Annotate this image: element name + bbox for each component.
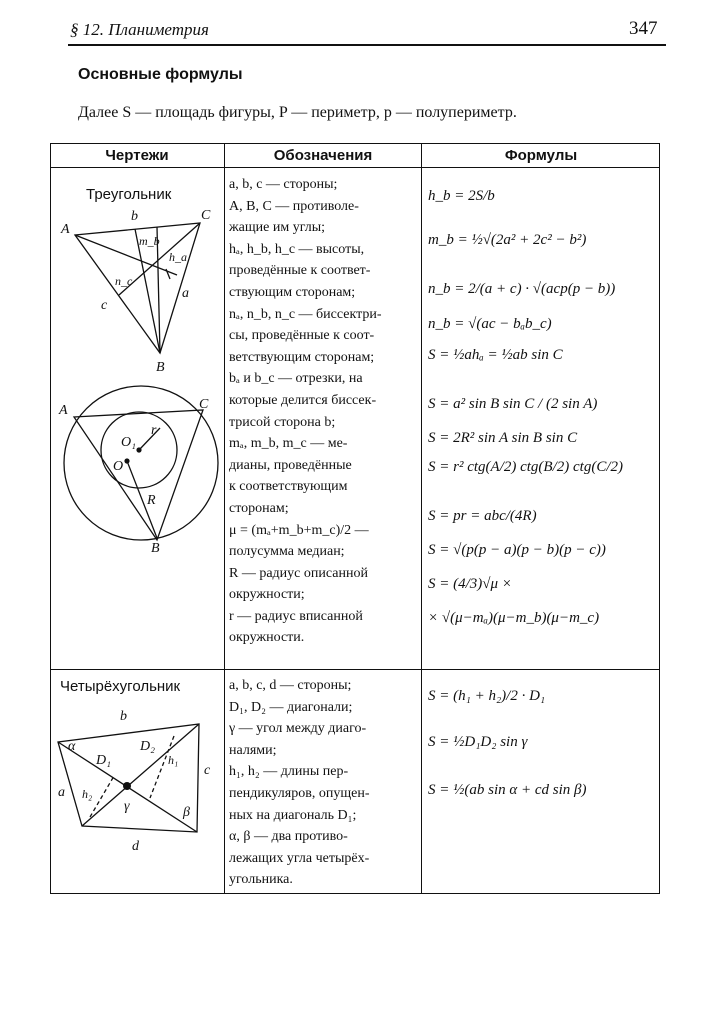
triangle-label-c: c [101, 298, 108, 313]
quad-label-gamma: γ [124, 799, 130, 814]
note-line: nₐ, n_b, n_c — биссектри- [229, 306, 382, 322]
running-header: § 12. Планиметрия [70, 20, 209, 39]
quadrilateral-diagram [54, 700, 224, 860]
diagonal-intersection [123, 782, 131, 790]
note-line: пендикуляров, опущен- [229, 785, 370, 801]
note-line: μ = (mₐ+m_b+m_c)/2 — [229, 522, 369, 538]
formula-mb: m_b = ½√(2a² + 2c² − b²) [428, 232, 587, 248]
note-line: дианы, проведённые [229, 457, 352, 473]
formula-hb: h_b = 2S/b [428, 188, 495, 204]
note-line: проведённые к соответ- [229, 263, 371, 279]
triangle-label-nc: n_c [115, 274, 133, 288]
formula-area-circumradius: S = 2R² sin A sin B sin C [428, 430, 578, 446]
note-line: R — радиус описанной [229, 565, 368, 581]
quad-label-a: a [58, 785, 65, 800]
triangle-label-mb: m_b [139, 234, 160, 248]
note-line: ных на диагональ D₁; [229, 807, 357, 823]
quad-label-D1: D₁ [96, 753, 111, 768]
circles-label-r: r [151, 423, 157, 438]
formula-nb-1: n_b = 2/(a + c) · √(acp(p − b)) [428, 281, 616, 297]
note-line: α, β — два противо- [229, 829, 348, 845]
circles-label-B: B [151, 541, 160, 552]
formula-quad-heights: S = (h₁ + h₂)/2 · D₁ [428, 688, 546, 704]
note-line: к соответствующим [229, 479, 348, 495]
quad-label-h1: h₁ [168, 753, 179, 767]
formula-medians-2: × √(μ−mₐ)(μ−m_b)(μ−m_c) [428, 610, 600, 626]
note-line: лежащих угла четырёх- [229, 850, 370, 866]
note-line: D₁, D₂ — диагонали; [229, 699, 353, 715]
note-line: A, B, C — противоле- [229, 198, 359, 214]
note-line: ветствующим сторонам; [229, 349, 375, 365]
quad-label-D2: D₂ [140, 739, 155, 754]
triangle-diagram [55, 205, 225, 375]
triangle-label: Треугольник [86, 186, 172, 203]
circles-diagram [55, 380, 227, 552]
quad-label-c: c [204, 763, 211, 778]
triangle-label-b: b [131, 209, 138, 224]
note-line: h₁, h₂ — длины пер- [229, 764, 349, 780]
triangle-label-B: B [156, 360, 165, 375]
note-line: bₐ и b_c — отрезки, на [229, 371, 363, 387]
formula-area-sines: S = a² sin B sin C / (2 sin A) [428, 396, 598, 412]
table-col-divider [421, 143, 422, 894]
circles-label-C: C [199, 397, 209, 412]
quad-label-alpha: α [68, 739, 76, 754]
note-line: mₐ, m_b, m_c — ме- [229, 436, 348, 452]
formula-quad-angles: S = ½(ab sin α + cd sin β) [428, 782, 587, 798]
note-line: сторонам; [229, 500, 289, 516]
quad-label-d: d [132, 839, 139, 854]
note-line: a, b, c, d — стороны; [229, 678, 352, 693]
table-row-divider [50, 669, 660, 670]
quad-label-h2: h₂ [82, 787, 93, 801]
header-notation: Обозначения [273, 147, 373, 164]
note-line: окружности. [229, 630, 305, 646]
center-O [124, 458, 129, 463]
center-O1 [136, 447, 141, 452]
note-line: γ — угол между диаго- [229, 721, 367, 737]
quadrilateral-label: Четырёхугольник [60, 678, 181, 695]
circles-label-O: O [113, 459, 124, 474]
formula-nb-2: n_b = √(ac − bₐb_c) [428, 316, 552, 332]
circles-label-A: A [59, 403, 68, 418]
header-rule [68, 44, 666, 46]
triangle-label-A: A [61, 222, 70, 237]
note-line: угольника. [229, 872, 293, 888]
triangle-label-ha: h_a [169, 250, 187, 264]
note-line: окружности; [229, 587, 305, 603]
note-line: r — радиус вписанной [229, 608, 363, 624]
formula-area-cotangents: S = r² ctg(A/2) ctg(B/2) ctg(C/2) [428, 459, 623, 475]
circles-label-O1: O₁ [121, 435, 136, 450]
note-line: a, b, c — стороны; [229, 177, 338, 192]
triangle-label-C: C [201, 208, 211, 223]
note-line: полусумма медиан; [229, 544, 345, 560]
note-line: сы, проведённые к соот- [229, 328, 375, 344]
header-formulas: Формулы [504, 147, 578, 164]
note-line: hₐ, h_b, h_c — высоты, [229, 241, 365, 257]
intro-text: Далее S — площадь фигуры, P — периметр, p — полупериметр. [78, 104, 517, 121]
note-line: которые делится биссек- [229, 392, 377, 408]
formula-area-pr: S = pr = abc/(4R) [428, 508, 537, 524]
circles-label-R: R [147, 493, 156, 508]
header-drawings: Чертежи [105, 147, 169, 164]
quad-label-beta: β [183, 805, 190, 820]
quadrilateral-notes [229, 675, 415, 891]
note-line: ствующим сторонам; [229, 284, 356, 300]
formula-area-height: S = ½ahₐ = ½ab sin C [428, 347, 563, 363]
triangle-notes [229, 174, 415, 649]
note-line: жащие им углы; [229, 220, 326, 236]
page-number: 347 [629, 18, 658, 39]
section-title: Основные формулы [78, 66, 243, 83]
triangle-label-a: a [182, 286, 189, 301]
quad-label-b: b [120, 709, 127, 724]
formula-quad-diagonals: S = ½D₁D₂ sin γ [428, 734, 528, 750]
formula-medians-1: S = (4/3)√μ × [428, 576, 512, 592]
note-line: трисой сторона b; [229, 414, 336, 430]
formula-heron: S = √(p(p − a)(p − b)(p − c)) [428, 542, 606, 558]
note-line: налями; [229, 742, 277, 758]
